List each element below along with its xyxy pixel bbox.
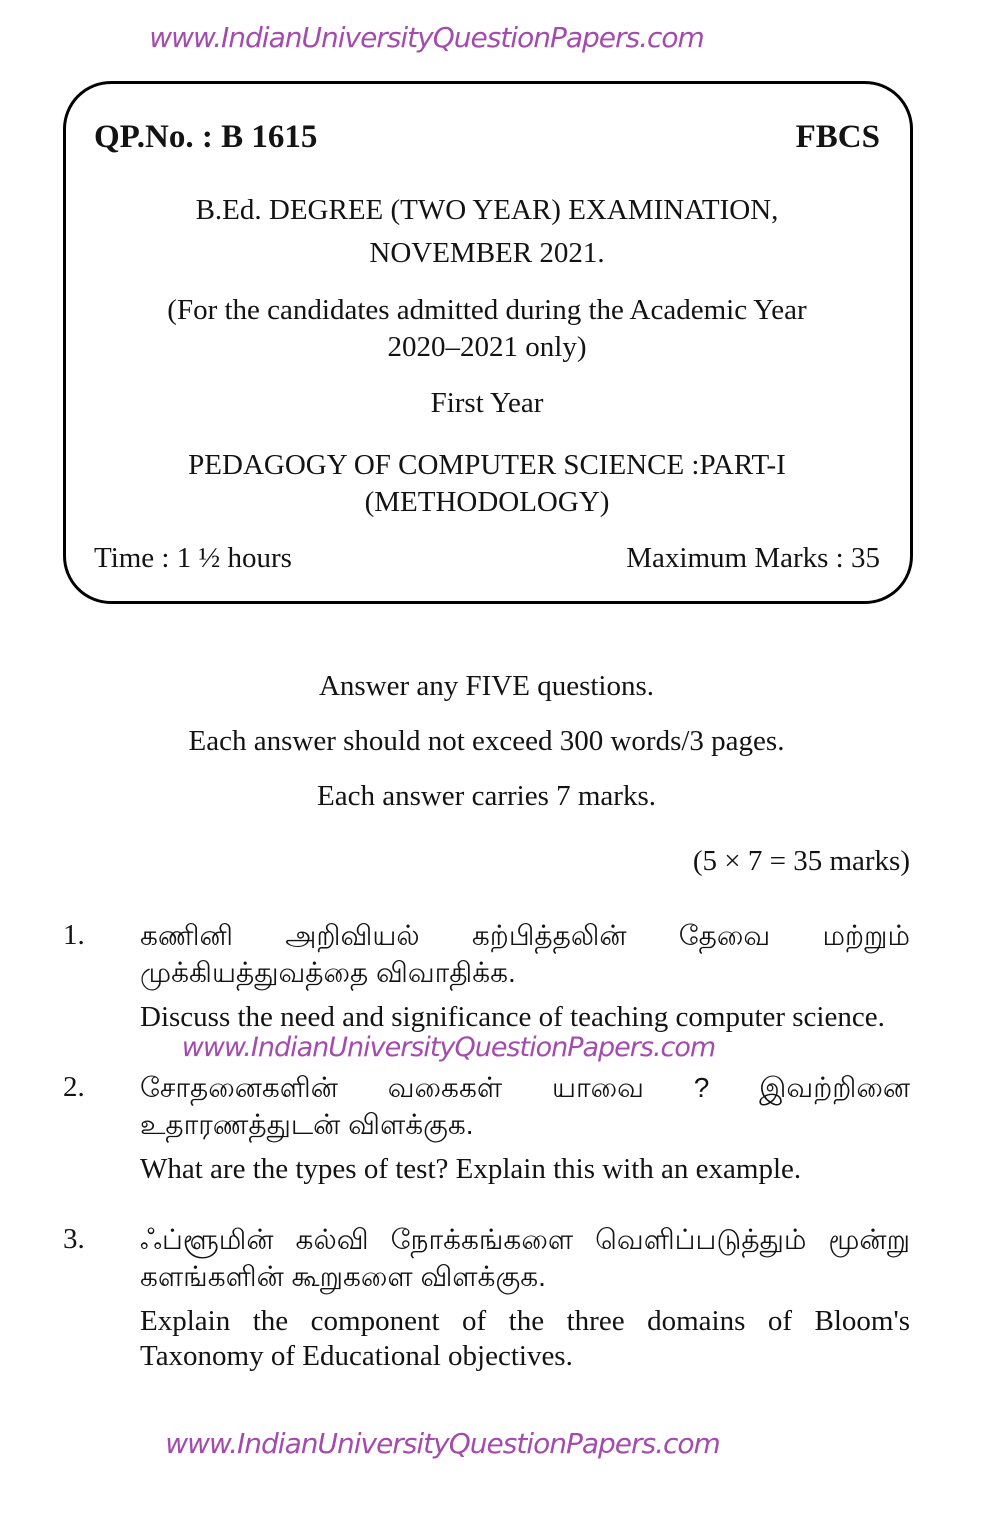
question-1 bbox=[63, 917, 910, 1035]
time-marks-row bbox=[94, 542, 880, 575]
qp-header-row bbox=[94, 118, 880, 156]
subject-title-line2: (METHODOLOGY) bbox=[364, 486, 610, 518]
question-text-english: Discuss the need and significance of teaching computer science. bbox=[140, 1001, 885, 1033]
paper-body bbox=[63, 670, 910, 1374]
qp-number: QP.No. : B 1615 bbox=[94, 119, 318, 155]
marks-formula: (5 × 7 = 35 marks) bbox=[692, 845, 910, 877]
instruction-marks-per-answer: Each answer carries 7 marks. bbox=[317, 780, 656, 812]
instruction-answer-count: Answer any FIVE questions. bbox=[318, 670, 655, 702]
question-number: 1. bbox=[63, 919, 85, 951]
exam-title-line1: B.Ed. DEGREE (TWO YEAR) EXAMINATION, bbox=[195, 194, 779, 226]
question-text-tamil: ஃப்ளூமின் கல்வி நோக்கங்களை வெளிப்படுத்தும் மூன்று களங்களின் கூறுகளை விளக்குக. bbox=[140, 1224, 910, 1292]
question-2 bbox=[63, 1069, 910, 1187]
instruction-word-limit: Each answer should not exceed 300 words/3 pages. bbox=[188, 725, 785, 757]
admission-note-line2: 2020–2021 only) bbox=[387, 331, 587, 363]
watermark-top: www.IndianUniversityQuestionPapers.com bbox=[149, 21, 704, 54]
header-box bbox=[63, 81, 913, 604]
question-number: 3. bbox=[63, 1223, 85, 1255]
time-allowed: Time : 1 ½ hours bbox=[94, 542, 292, 574]
question-text-tamil: கணினி அறிவியல் கற்பித்தலின் தேவை மற்றும் முக்கியத்துவத்தை விவாதிக்க. bbox=[140, 920, 910, 988]
subject-title-line1: PEDAGOGY OF COMPUTER SCIENCE :PART-I bbox=[188, 449, 786, 481]
year-label: First Year bbox=[430, 387, 544, 419]
question-text-english: What are the types of test? Explain this with an example. bbox=[140, 1153, 802, 1185]
question-text-tamil: சோதனைகளின் வகைகள் யாவை ? இவற்றினை உதாரணத்துடன் விளக்குக. bbox=[140, 1072, 910, 1140]
exam-title-line2: NOVEMBER 2021. bbox=[369, 237, 605, 269]
question-number: 2. bbox=[63, 1071, 85, 1103]
admission-note-line1: (For the candidates admitted during the Academic Year bbox=[167, 294, 807, 326]
watermark-bottom: www.IndianUniversityQuestionPapers.com bbox=[165, 1427, 720, 1460]
watermark-middle: www.IndianUniversityQuestionPapers.com bbox=[181, 1032, 716, 1063]
maximum-marks: Maximum Marks : 35 bbox=[626, 542, 880, 574]
question-3 bbox=[63, 1221, 910, 1374]
board-code: FBCS bbox=[795, 119, 880, 155]
question-text-english: Explain the component of the three domains of Bloom's Taxonomy of Educational objectives. bbox=[140, 1305, 910, 1372]
